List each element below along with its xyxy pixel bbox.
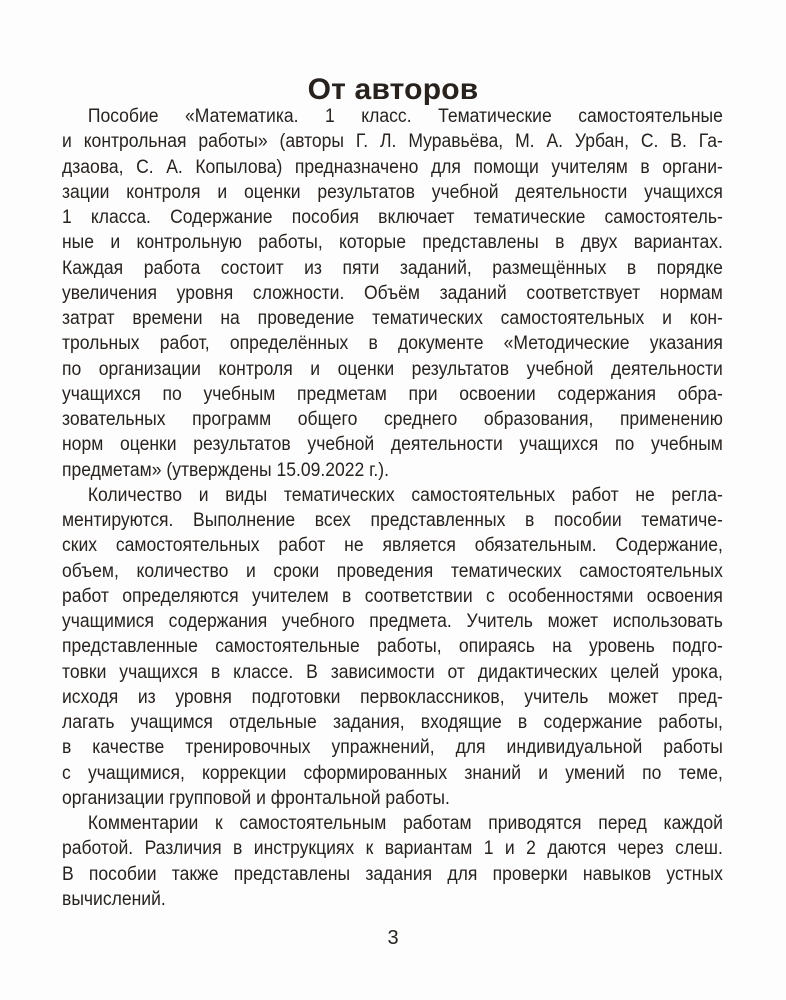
- text-line: и контрольная работы» (авторы Г. Л. Муравьёва, М. А. Урбан, С. В. Га-: [62, 131, 723, 153]
- text-line: увеличения уровня сложности. Объём заданий соответствует нормам: [62, 282, 723, 304]
- text-line: норм оценки результатов учебной деятельности учащихся по учебным: [62, 434, 723, 456]
- text-line: работой. Различия в инструкциях к вариантам 1 и 2 даются через слеш.: [62, 838, 723, 860]
- text-line: учащимися содержания учебного предмета. Учитель может использовать: [62, 611, 723, 632]
- text-line: вычислений.: [62, 888, 166, 910]
- page-title: От авторов: [307, 73, 479, 107]
- text-line: В пособии также представлены задания для проверки навыков устных: [62, 863, 723, 885]
- text-line: объем, количество и сроки проведения тематических самостоятельных: [62, 560, 723, 582]
- text-line: зации контроля и оценки результатов учебной деятельности учащихся: [62, 181, 723, 203]
- text-line: ментируются. Выполнение всех представленных в пособии тематиче-: [62, 510, 723, 531]
- text-line: организации групповой и фронтальной работы.: [62, 787, 450, 809]
- text-line: ских самостоятельных работ не является обязательным. Содержание,: [62, 535, 723, 557]
- text-line: Количество и виды тематических самостоятельных работ не регла-: [87, 484, 723, 506]
- text-line: предметам» (утверждены 15.09.2022 г.).: [62, 459, 389, 481]
- text-line: товки учащихся в классе. В зависимости от дидактических целей урока,: [62, 661, 723, 683]
- paragraph-usage: [62, 483, 723, 811]
- text-line: учащихся по учебным предметам при освоении содержания обра-: [62, 383, 723, 405]
- text-line: Пособие «Математика. 1 класс. Тематические самостоятельные: [87, 106, 723, 127]
- body-text: [62, 104, 723, 912]
- text-line: представленные самостоятельные работы, опираясь на уровень подго-: [62, 636, 723, 658]
- text-line: дзаова, С. А. Копылова) предназначено для помощи учителям в органи-: [62, 156, 723, 178]
- text-line: затрат времени на проведение тематических самостоятельных и кон-: [62, 308, 723, 329]
- text-line: Комментарии к самостоятельным работам приводятся перед каждой: [87, 813, 723, 834]
- text-line: зовательных программ общего среднего образования, применению: [62, 409, 723, 430]
- paragraph-comments: [62, 811, 723, 912]
- text-line: 1 класса. Содержание пособия включает тематические самостоятель-: [62, 207, 723, 228]
- text-line: работ определяются учителем в соответствии с особенностями освоения: [62, 585, 723, 607]
- text-line: ные и контрольную работы, которые представлены в двух вариантах.: [62, 232, 723, 254]
- page-number: 3: [387, 927, 399, 949]
- text-line: с учащимися, коррекции сформированных знаний и умений по теме,: [62, 762, 723, 784]
- text-line: по организации контроля и оценки результатов учебной деятельности: [62, 358, 723, 380]
- text-line: исходя из уровня подготовки первоклассников, учитель может пред-: [62, 686, 723, 708]
- paragraph-intro: [62, 104, 723, 483]
- text-line: в качестве тренировочных упражнений, для индивидуальной работы: [62, 737, 723, 759]
- text-line: трольных работ, определённых в документе «Методические указания: [62, 333, 723, 355]
- text-line: лагать учащимся отдельные задания, входящие в содержание работы,: [62, 712, 723, 733]
- text-line: Каждая работа состоит из пяти заданий, размещённых в порядке: [62, 257, 723, 279]
